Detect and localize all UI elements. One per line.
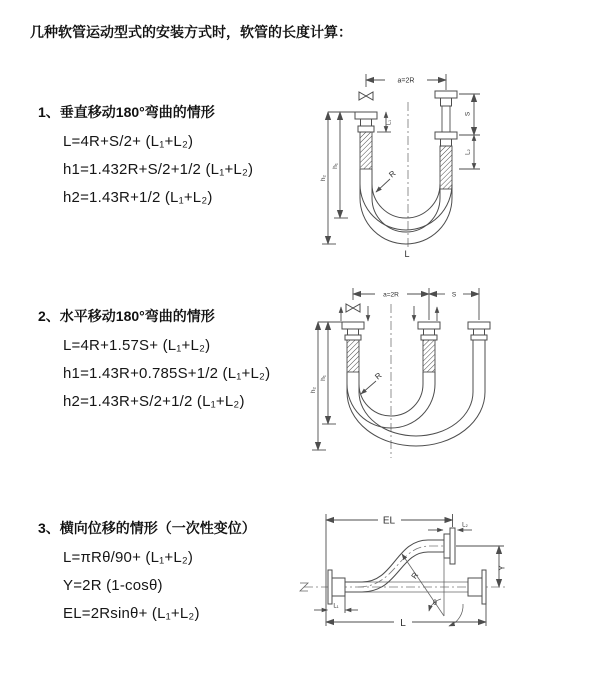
dim-label-r: R — [409, 570, 421, 581]
section-3-formula-L: L=πRθ/90+ (L₁+L₂) — [63, 549, 194, 566]
left-pipe-fitting — [342, 322, 364, 372]
diagram-vertical-movement-180-bend — [298, 66, 560, 268]
right-pipe-fitting — [435, 91, 457, 189]
dim-label-l: L — [400, 618, 406, 629]
top-span-dimension — [366, 74, 446, 90]
dim-label-l2: L₂ — [462, 522, 468, 529]
dim-label-l1: L₁ — [333, 603, 339, 610]
section-2-formula-h1: h1=1.43R+0.785S+1/2 (L₁+L₂) — [63, 365, 271, 382]
section-1-formula-h1: h1=1.432R+S/2+1/2 (L₁+L₂) — [63, 161, 254, 178]
height-dimensions — [310, 322, 342, 450]
hose-u-curves — [347, 340, 485, 446]
valve-icon — [359, 92, 373, 100]
section-1-heading: 1、垂直移动180°弯曲的情形 — [38, 104, 215, 120]
dim-label-s: S — [464, 111, 472, 117]
dim-label-l2: L₂ — [465, 149, 472, 155]
diagram-lateral-displacement — [298, 500, 595, 662]
dim-label-l: L — [404, 249, 410, 259]
dim-label-r: R — [373, 370, 384, 382]
height-dimensions — [320, 112, 355, 244]
section-1-text — [38, 102, 308, 206]
middle-pipe-fitting — [418, 322, 440, 372]
left-flange-fitting — [328, 570, 345, 604]
section-3-formula-Y: Y=2R (1-cosθ) — [63, 577, 163, 594]
dim-label-a2r: a=2R — [383, 291, 399, 299]
left-fitting-l1-dimension — [314, 596, 358, 613]
dim-label-h1: h₁ — [320, 375, 327, 381]
diagram-horizontal-movement-180-bend — [296, 280, 586, 466]
dim-label-theta: θ — [433, 600, 437, 607]
bend-radius-callout — [376, 169, 398, 192]
section-3-text — [38, 518, 308, 622]
section-3-formula-EL: EL=2Rsinθ+ (L₁+L₂) — [63, 605, 200, 622]
dim-label-h1: h₁ — [332, 163, 339, 169]
valve-icon — [346, 304, 360, 312]
dim-label-y: Y — [497, 565, 507, 571]
section-2-text — [38, 306, 308, 410]
travel-s-dimension — [459, 94, 480, 169]
dim-label-h2: h₂ — [320, 174, 327, 182]
dim-label-l1: L₁ — [386, 120, 393, 125]
section-2-formula-h2: h2=1.43R+S/2+1/2 (L₁+L₂) — [63, 393, 245, 410]
dim-label-a2r: a=2R — [397, 77, 415, 85]
dim-label-el: EL — [382, 515, 396, 527]
moved-pipe-fitting — [468, 322, 490, 340]
dim-label-r: R — [387, 168, 398, 180]
page-title: 几种软管运动型式的安装方式时，软管的长度计算： — [30, 24, 352, 40]
top-span-dimensions — [353, 288, 479, 320]
displaced-hose-s-curve — [345, 528, 455, 592]
section-2-formula-L: L=4R+1.57S+ (L₁+L₂) — [63, 337, 211, 354]
section-1-formula-h2: h2=1.43R+1/2 (L₁+L₂) — [63, 189, 213, 206]
fitting-l1-dimension — [377, 112, 393, 132]
hose-u-curves — [360, 169, 452, 244]
section-2-heading: 2、水平移动180°弯曲的情形 — [38, 308, 215, 324]
left-pipe-fitting — [355, 112, 377, 169]
section-3-heading: 3、横向位移的情形（一次性变位） — [38, 520, 256, 536]
movement-arrows — [341, 306, 437, 321]
l-dimension — [326, 604, 486, 629]
dim-label-h2: h₂ — [310, 386, 317, 394]
dim-label-s: S — [451, 291, 457, 299]
section-1-formula-L: L=4R+S/2+ (L₁+L₂) — [63, 133, 194, 150]
bend-radius-callout — [361, 371, 384, 394]
